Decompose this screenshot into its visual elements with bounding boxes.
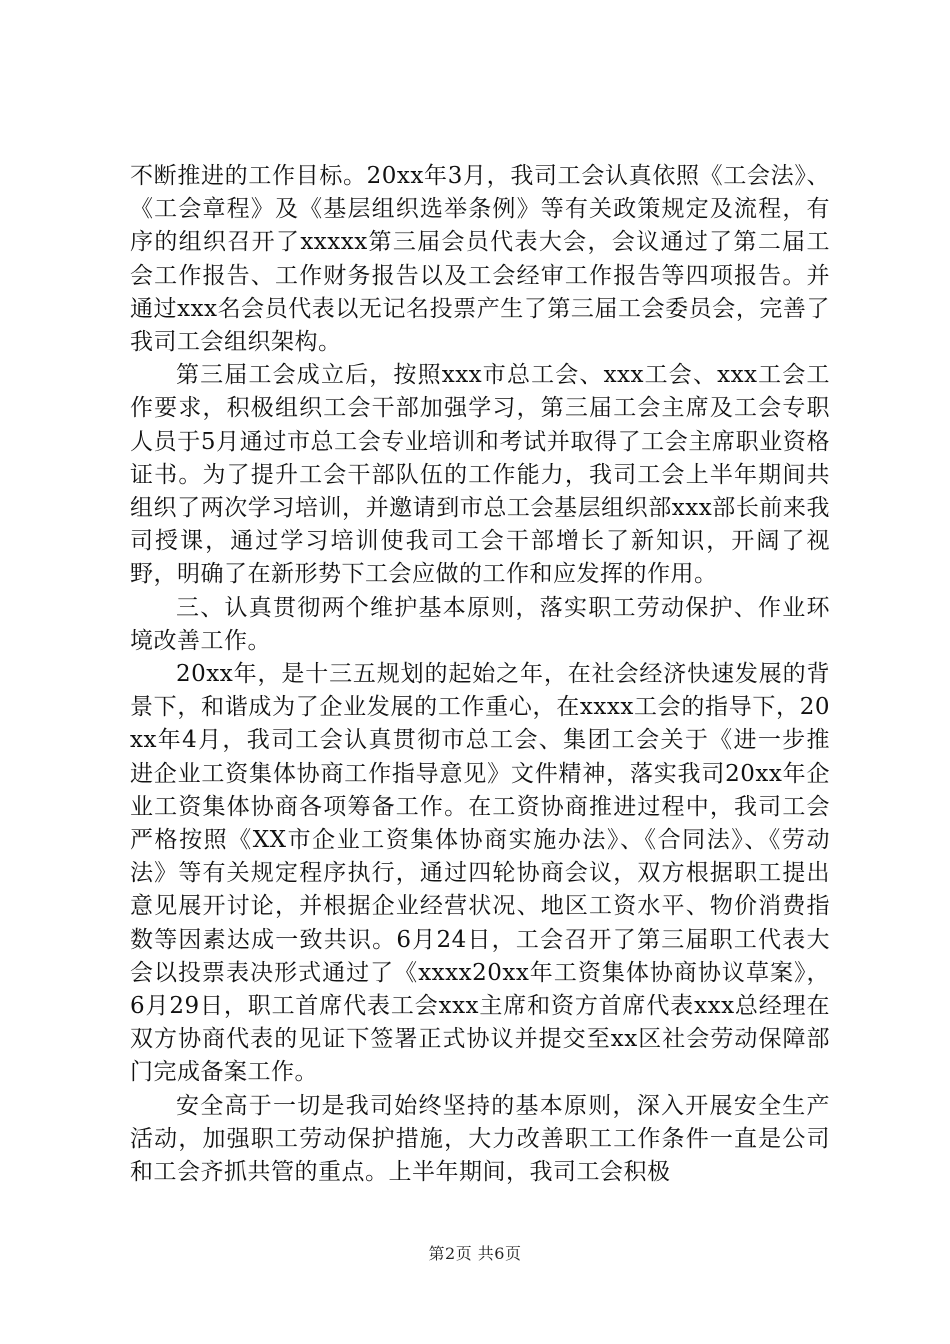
paragraph-5: 安全高于一切是我司始终坚持的基本原则，深入开展安全生产活动，加强职工劳动保护措施，大力改善职工工作条件一直是公司和工会齐抓共管的重点。上半年期间，我司工会积极	[130, 1092, 830, 1186]
section-heading-3: 三、认真贯彻两个维护基本原则，落实职工劳动保护、作业环境改善工作。	[130, 594, 830, 654]
document-body	[130, 160, 830, 1189]
paragraph-1: 不断推进的工作目标。20xx年3月，我司工会认真依照《工会法》、《工会章程》及《基层组织选举条例》等有关政策规定及流程，有序的组织召开了xxxxx第三届会员代表大会，会议通过了第二届工会工作报告、工作财务报告以及工会经审工作报告等四项报告。并通过xxx名会员代表以无记名投票产生了第三届工会委员会，完善了我司工会组织架构。	[130, 163, 830, 356]
page-number-footer: 第2页 共6页	[428, 1244, 522, 1263]
paragraph-4: 20xx年，是十三五规划的起始之年，在社会经济快速发展的背景下，和谐成为了企业发展的工作重心，在xxxx工会的指导下，20xx年4月，我司工会认真贯彻市总工会、集团工会关于《进一步推进企业工资集体协商工作指导意见》文件精神，落实我司20xx年企业工资集体协商各项筹备工作。在工资协商推进过程中，我司工会严格按照《XX市企业工资集体协商实施办法》、《合同法》、《劳动法》等有关规定程序执行，通过四轮协商会议，双方根据职工提出意见展开讨论，并根据企业经营状况、地区工资水平、物价消费指数等因素达成一致共识。6月24日，工会召开了第三届职工代表大会以投票表决形式通过了《xxxx20xx年工资集体协商协议草案》，6月29日，职工首席代表工会xxx主席和资方首席代表xxx总经理在双方协商代表的见证下签署正式协议并提交至xx区社会劳动保障部门完成备案工作。	[130, 661, 830, 1086]
paragraph-2: 第三届工会成立后，按照xxx市总工会、xxx工会、xxx工会工作要求，积极组织工会干部加强学习，第三届工会主席及工会专职人员于5月通过市总工会专业培训和考试并取得了工会主席职业资格证书。为了提升工会干部队伍的工作能力，我司工会上半年期间共组织了两次学习培训，并邀请到市总工会基层组织部xxx部长前来我司授课，通过学习培训使我司工会干部增长了新知识，开阔了视野，明确了在新形势下工会应做的工作和应发挥的作用。	[130, 362, 830, 588]
